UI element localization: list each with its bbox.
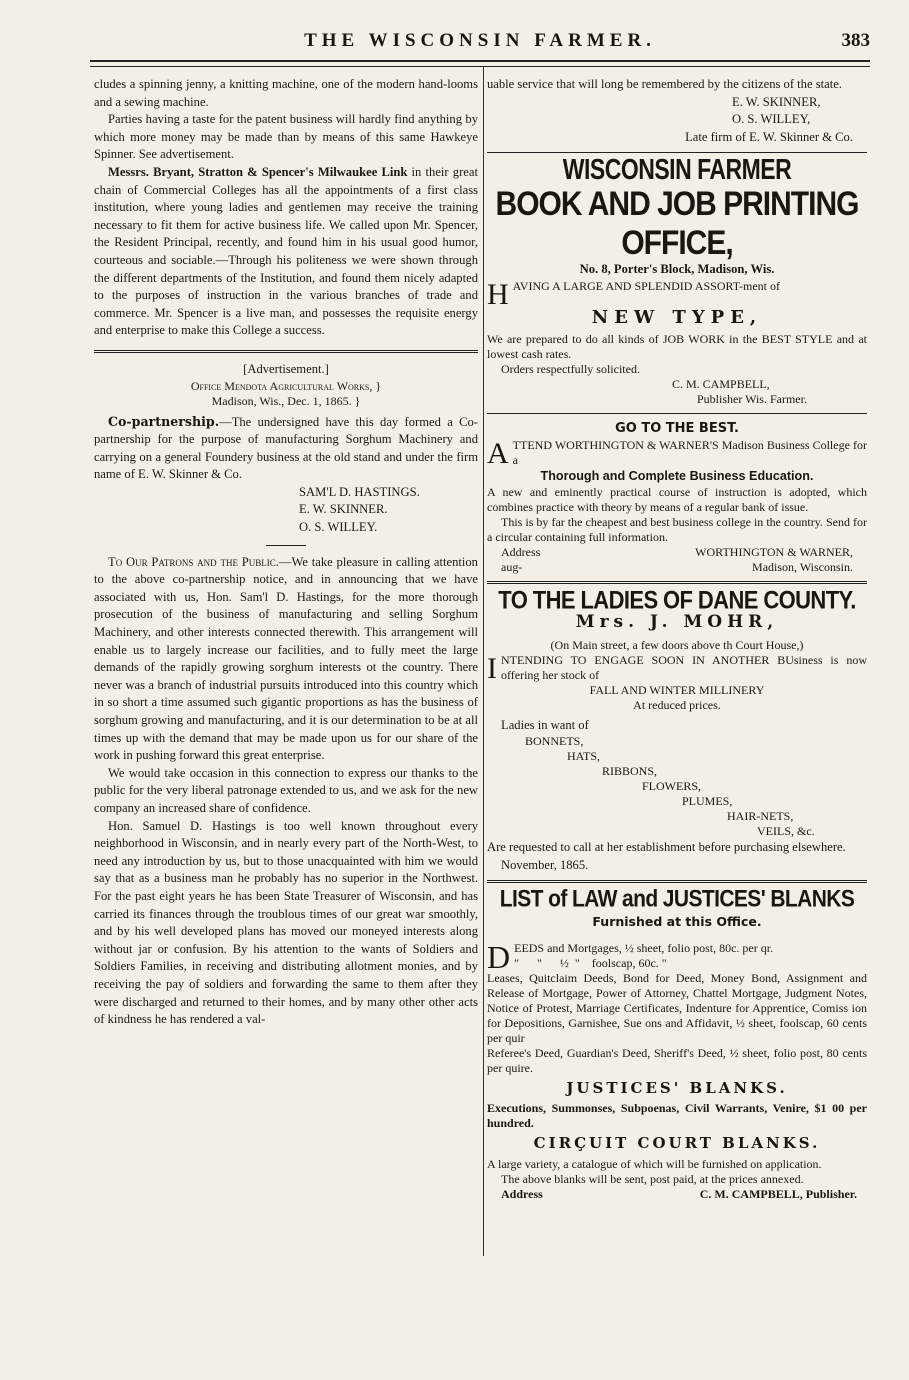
section-rule (94, 350, 478, 353)
signature-hastings: SAM'L D. HASTINGS. (299, 484, 420, 499)
campbell-title: Publisher Wis. Farmer. (697, 392, 807, 407)
intend-line (487, 653, 867, 683)
worthington-name: WORTHINGTON & WARNER, (695, 545, 853, 560)
address-row (487, 545, 867, 560)
copartnership-lead: Co-partnership. (108, 413, 220, 429)
drop-cap-a: A (487, 436, 509, 470)
left-column (94, 76, 478, 1029)
mohr-heading: Mrs. J. MOHR, (575, 611, 779, 632)
orders-line: Orders respectfully solicited. (501, 362, 640, 377)
deeds-line-1: EEDS and Mortgages, ½ sheet, folio post, 80c. per qr. (514, 940, 774, 955)
november-line: November, 1865. (501, 857, 589, 872)
address-row-2 (487, 560, 867, 575)
new-type-heading: NEW TYPE, (591, 306, 763, 328)
header-rule (90, 60, 870, 62)
address-label-2: Address (501, 1186, 543, 1201)
copartnership-notice (94, 413, 478, 484)
office-line-1: Office Mendota Agricultural Works, } (190, 378, 382, 393)
header-rule-thin (90, 66, 870, 67)
having-line (487, 277, 867, 311)
list-heading: LIST of LAW and JUSTICES' BLANKS (499, 885, 855, 913)
new-course-line: A new and eminently practical course of instruction is adopted, which combines practice with theory by means of a regular bank of issue. (487, 485, 867, 515)
signature-willey-right: O. S. WILLEY, (732, 112, 811, 127)
right-column (487, 76, 867, 1202)
publisher-name: C. M. CAMPBELL, Publisher. (699, 1186, 857, 1201)
goods-item: FLOWERS, (642, 779, 702, 794)
circuit-heading: CIRÇUIT COURT BLANKS. (533, 1134, 821, 1153)
above-line: The above blanks will be sent, post paid, at the prices annexed. (501, 1171, 804, 1186)
justices-heading: JUSTICES' BLANKS. (566, 1078, 788, 1097)
copartnership-text: —The undersigned have this day formed a Co-partnership for the purpose of manufacturing Sorghum Machinery and carrying on a general Foundery business at the old stand and under the firm name of E. W. Skinner & Co. (94, 414, 478, 482)
ad-rule-3 (487, 581, 867, 584)
ad-rule-2 (487, 413, 867, 414)
goods-item: PLUMES, (682, 794, 733, 809)
having-text: AVING A LARGE AND SPLENDID ASSORT-ment of (512, 278, 780, 293)
campbell-name: C. M. CAMPBELL, (672, 377, 770, 392)
furnished-line: Furnished at this Office. (592, 913, 762, 929)
ladies-want-line: Ladies in want of (501, 717, 589, 732)
attend-line (487, 438, 867, 468)
patrons-notice (94, 554, 478, 765)
go-to-best-heading: GO TO THE BEST. (615, 421, 739, 437)
late-firm: Late firm of E. W. Skinner & Co. (685, 129, 853, 144)
signature-skinner: E. W. SKINNER. (299, 502, 388, 517)
reduced-line: At reduced prices. (633, 697, 721, 712)
fall-winter-line: FALL AND WINTER MILLINERY (589, 682, 765, 697)
prepared-line: We are prepared to do all kinds of JOB WORK in the BEST STYLE and at lowest cash rates. (487, 332, 867, 362)
requested-line: Are requested to call at her establishment before purchasing elsewhere. (487, 840, 846, 855)
printing-office-heading: BOOK AND JOB PRINTING OFFICE, (495, 184, 859, 263)
goods-item: HATS, (567, 749, 601, 764)
page-number: 383 (841, 30, 870, 51)
college-lead: Messrs. Bryant, Stratton & Spencer's Milwaukee Link (108, 164, 408, 179)
college-text: in their great chain of Commercial Colleges has all the appointments of a first class institution, where young ladies and gentlemen may receive the training necessary to fit them for active business life. We called upon Mr. Spencer, the Resident Principal, recently, and found him in his usual good humor, courteous and sociable.—Through his politeness we were shown through the different departments of the Institution, and found them nicely adapted to the purposes of instruction in the various branches of trade and commerce. Mr. Spencer is a live man, and possesses the requisite energy and enterprise to make this College a success. (94, 164, 478, 338)
ad-rule-4 (487, 880, 867, 883)
publisher-row (487, 1187, 867, 1202)
executions-line: Executions, Summonses, Subpoenas, Civil Warrants, Venire, $1 00 per hundred. (487, 1101, 867, 1131)
short-rule (266, 545, 306, 546)
attend-text: TTEND WORTHINGTON & WARNER'S Madison Business College for a (512, 437, 867, 467)
patrons-text: —We take pleasure in calling attention to the above co-partnership notice, and in announcing that we have associated with us, Hon. Sam'l D. Hastings, for the more thorough prosecution of the business of manufacturing and selling Sorghum Machinery, and other interests connected therewith. This arrangement will enable us to largely increase our facilities, and to fully meet the large demands of the rapidly growing sorghum interests ot the country. There never was a branch of industrial pursuits introduced into this country which in so short a time assumed such gigantic proportions as has the business of sorghum growing and manufacturing, and it is our determination to be at all times up with the demand that may be made upon us for our share of the work in pushing forward this great enterprise. (94, 554, 478, 763)
goods-item: HAIR-NETS, (727, 809, 794, 824)
cheapest-line: This is by far the cheapest and best business college in the country. Send for a circular containing full information. (487, 515, 867, 545)
running-title: THE WISCONSIN FARMER. (304, 30, 656, 51)
page-header (90, 30, 870, 58)
aug-label: aug- (501, 560, 523, 575)
paragraph-continued-right: uable service that will long be remembered by the citizens of the state. (487, 77, 842, 91)
goods-list (487, 734, 867, 839)
worthington-city: Madison, Wisconsin. (752, 560, 853, 575)
address-label: Address (501, 545, 541, 560)
signature-skinner-right: E. W. SKINNER, (732, 94, 821, 109)
thorough-line: Thorough and Complete Business Education. (540, 468, 814, 483)
ladies-heading: TO THE LADIES OF DANE COUNTY. (498, 585, 856, 615)
patrons-lead: To Our Patrons and the Public. (108, 554, 279, 569)
office-line-2: Madison, Wis., Dec. 1, 1865. } (211, 393, 361, 408)
deeds-line-3: Leases, Quitclaim Deeds, Bond for Deed, Money Bond, Assignment and Release of Mortgage, Power of Attorney, Chattel Mortgage, Judgment Notes, Notice of Protest, Marriage Certificates, Indenture for Apprentice, Comiss ion for Depositions, Garnishee, Sue ons and Affidavit, ½ sheet, foolscap, 60 cents per quir (487, 970, 867, 1045)
paragraph-continued: cludes a spinning jenny, a knitting machine, one of the modern hand-looms and a sewing machine. (94, 77, 478, 109)
deeds-line-2: " " ½ " foolscap, 60c. " (514, 955, 667, 970)
farmer-heading: WISCONSIN FARMER (562, 153, 792, 186)
column-divider (483, 66, 484, 1256)
paragraph-thanks: We would take occasion in this connection to express our thanks to the public for the very liberal patronage extended to us, and we ask for the new company an increased share of confidence. (94, 765, 478, 815)
intend-text: NTENDING TO ENGAGE SOON IN ANOTHER BUsiness is now offering her stock of (501, 652, 867, 682)
drop-cap-d: D (487, 938, 511, 975)
goods-item: BONNETS, (525, 734, 584, 749)
deeds-block (487, 938, 867, 975)
signature-willey: O. S. WILLEY. (299, 520, 378, 535)
goods-item: RIBBONS, (602, 764, 658, 779)
drop-cap-i: I (487, 651, 497, 685)
goods-item: VEILS, &c. (757, 824, 815, 839)
paragraph-college (94, 164, 478, 340)
variety-line: A large variety, a catalogue of which will be furnished on application. (487, 1156, 822, 1171)
paragraph-hastings: Hon. Samuel D. Hastings is too well known throughout every neighborhood in Wisconsin, and in nearly every part of the North-West, to need any introduction by us, but to those unacquainted with him we would say that as a business man he probably has no superior in the Northwest. For the past eight years he has been State Treasurer of Wisconsin, and has carried its finances through the troublous times of our great war smoothly, and by his well developed plans has moved our moneyed interests along without jar or confusion. By his attention to the wants of Soldiers and Soldiers Families, in receiving and distributing allotment monies, and by receiving the pay of soldiers and forwarding the same to them after they were discharged and returned to their homes, and by many other other acts of kindness he has rendered a val- (94, 818, 478, 1027)
drop-cap-h: H (487, 277, 509, 311)
referee-line: Referee's Deed, Guardian's Deed, Sheriff's Deed, ½ sheet, folio post, 80 cents per quire. (487, 1045, 867, 1075)
advertisement-label: [Advertisement.] (243, 361, 329, 376)
porter-address: No. 8, Porter's Block, Madison, Wis. (579, 261, 775, 276)
paragraph-patent: Parties having a taste for the patent business will hardly find anything by which more money may be made than by means of this same Hawkeye Spinner. See advertisement. (94, 112, 478, 162)
main-street-line: (On Main street, a few doors above th Court House,) (550, 637, 804, 652)
